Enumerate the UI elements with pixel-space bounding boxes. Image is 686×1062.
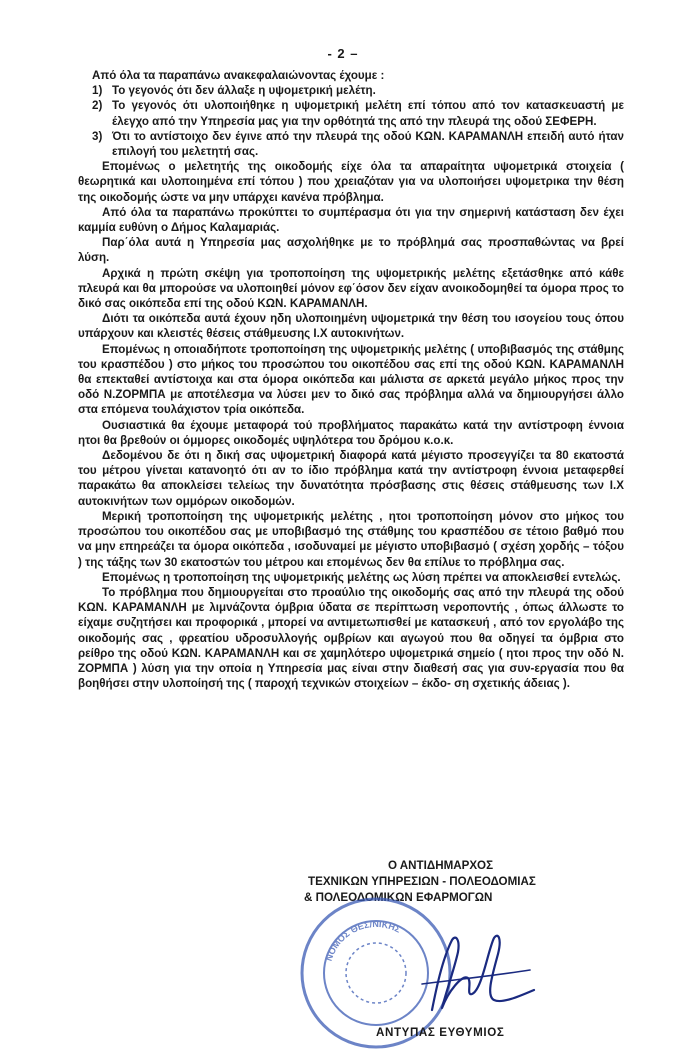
stamp-text: ΝΟΜΟΣ ΘΕΣ/ΝΙΚΗΣ	[323, 918, 403, 963]
paragraph: Δεδομένου δε ότι η δική σας υψομετρική διαφορά κατά μέγιστο προσεγγίζει τα 80 εκατοστά του μέτρου γίνεται κατανοητό ότι αν το ίδιο πρόβλημα κατά την αντίστροφη έννοια μεταφερθεί παρακάτω θα αποκλείσει τελείως την δυνατότητα πρόσβασης στις θέσεις στάθμευσης των Ι.Χ αυτοκινήτων των ομμόρων οικοδομών.	[78, 449, 624, 508]
paragraph: Επομένως ο μελετητής της οικοδομής είχε όλα τα απαραίτητα υψομετρικά στοιχεία ( θεωρητικά και υλοποιημένα επί τόπου ) που χρειαζόταν για να υλοποιήσει υψομετρικα την θέση της οικοδομής ώστε να μην υπάρχει κανένα πρόβλημα.	[78, 160, 624, 204]
paragraph: Επομένως η οποιαδήποτε τροποποίηση της υψομετρικής μελέτης ( υποβιβασμός της στάθμης του κρασπέδου ) στο μήκος του προσώπου του οικοπέδου σας επί της οδού ΚΩΝ. ΚΑΡΑΜΑΝΛΗ θα επεκταθεί αντίστοιχα και στα όμορα οικόπεδα και μάλιστα σε αρκετά μεγάλο μήκος προς την οδό Ν.ΖΟΡΜΠΑ με αποτέλεσμα να λύσει μεν το δικό σας πρόβλημα αλλά να δημιουργήσει άλλο στα επόμενα τουλάχιστον τρία οικόπεδα.	[78, 342, 624, 417]
paragraph: Ουσιαστικά θα έχουμε μεταφορά τού προβλήματος παρακάτω κατά την αντίστροφη έννοια ητοι θα βρεθούν οι όμμορες οικοδομές υψηλότερα του δρόμου κ.ο.κ.	[78, 418, 624, 447]
paragraph: Από όλα τα παραπάνω προκύπτει το συμπέρασμα ότι για την σημερινή κατάσταση δεν έχει καμμία ευθύνη ο Δήμος Καλαμαριάς.	[78, 205, 624, 235]
paragraph: Παρ΄όλα αυτά η Υπηρεσία μας ασχολήθηκε με το πρόβλημά σας προσπαθώντας να βρεί λύση.	[78, 236, 624, 265]
signature-department: ΤΕΧΝΙΚΩΝ ΥΠΗΡΕΣΙΩΝ - ΠΟΛΕΟΔΟΜΙΑΣ	[308, 875, 536, 888]
list-item	[78, 83, 624, 98]
list-item	[78, 129, 624, 159]
summary-list	[78, 83, 624, 159]
list-item	[78, 98, 624, 128]
list-text: Το γεγονός ότι υλοποιήθηκε η υψομετρική μελέτη επί τόπου από τον κατασκευαστή με έλεγχο από την Υπηρεσία μας για την ορθότητά της από την πλευρά της οδού ΣΕΦΕΡΗ.	[112, 99, 624, 128]
stamp-center-ring	[346, 943, 406, 1003]
paragraph: Μερική τροποποίηση της υψομετρικής μελέτης , ητοι τροποποίηση μόνον στο μήκος του προσώπου του οικοπέδου σας με υποβιβασμό της στάθμης του κρασπέδου σε τέτοιο βαθμό που να μην επηρεάζει τα όμορα οικόπεδα , ισοδυναμεί με μέγιστο υποβιβασμό ( σχέση χορδής – τόξου ) της τάξης των 30 εκατοστών του μέτρου και επομένως δεν θα επίλυε το πρόβλημα σας.	[78, 509, 624, 569]
signature-title: Ο ΑΝΤΙΔΗΜΑΡΧΟΣ	[388, 859, 494, 872]
signatory-name: ΑΝΤΥΠΑΣ ΕΥΘΥΜΙΟΣ	[376, 1026, 505, 1039]
paragraph: Αρχικά η πρώτη σκέψη για τροποποίηση της υψομετρικής μελέτης εξετάσθηκε από κάθε πλευρά και θα μπορούσε να υλοποιηθεί μόνον εφ΄όσον δεν είχαν ανοικοδομηθεί τα όμορα προς το δικό σας οικόπεδα επί της οδού ΚΩΝ. ΚΑΡΑΜΑΝΛΗ.	[78, 266, 624, 311]
intro-line: Από όλα τα παραπάνω ανακεφαλαιώνοντας έχουμε :	[92, 69, 385, 82]
list-text: Το γεγονός ότι δεν άλλαξε η υψομετρική μελέτη.	[112, 84, 376, 98]
paragraph: Επομένως η τροποποίηση της υψομετρικής μελέτης ως λύση πρέπει να αποκλεισθεί εντελώς.	[102, 570, 621, 584]
letter-body	[78, 68, 624, 691]
paragraph: Το πρόβλημα που δημιουργείται στο προαύλιο της οικοδομής σας από την πλευρά της οδού ΚΩΝ. ΚΑΡΑΜΑΝΛΗ με λιμνάζοντα όμβρια ύδατα σε περίπτωση νεροποντής , όπως άλλωστε το είχαμε συζητήσει και προφορικά , μπορεί να αντιμετωπισθεί με κατασκευή , από τον εργολάβο της οικοδομής σας , φρεατίου υδροσυλλογής ομβρίων και αγωγού που θα οδηγεί τα όμβρια στο ρείθρο της οδού ΚΩΝ. ΚΑΡΑΜΑΝΛΗ και σε χαμηλότερο υψομετρικά σημείο ( ητοι προς την οδό Ν. ΖΟΡΜΠΑ ) λύση για την οποία η Υπηρεσία μας είναι στην διαθεσή σας για συν-εργασία που θα βοηθήσει στην υλοποίησή της ( παροχή τεχνικών στοιχείων – έκδο- ση σχετικής άδειας ).	[78, 585, 624, 691]
page-number: - 2 –	[327, 46, 359, 61]
handwritten-signature	[402, 930, 542, 1020]
list-number: 3)	[92, 129, 103, 143]
list-number: 1)	[92, 84, 103, 98]
list-text: Ότι το αντίστοιχο δεν έγινε από την πλευρά της οδού ΚΩΝ. ΚΑΡΑΜΑΝΛΗ επειδή αυτό ήταν επιλογή του μελετητή σας.	[112, 129, 624, 159]
list-number: 2)	[92, 99, 103, 113]
paragraph: Διότι τα οικόπεδα αυτά έχουν ηδη υλοποιημένη υψομετρικά την θέση του ισογείου τους όπου υπάρχουν και κλειστές θέσεις στάθμευσης Ι.Χ αυτοκινήτων.	[78, 312, 624, 341]
signature-subdepartment: & ΠΟΛΕΟΔΟΜΙΚΩΝ ΕΦΑΡΜΟΓΩΝ	[304, 891, 493, 904]
